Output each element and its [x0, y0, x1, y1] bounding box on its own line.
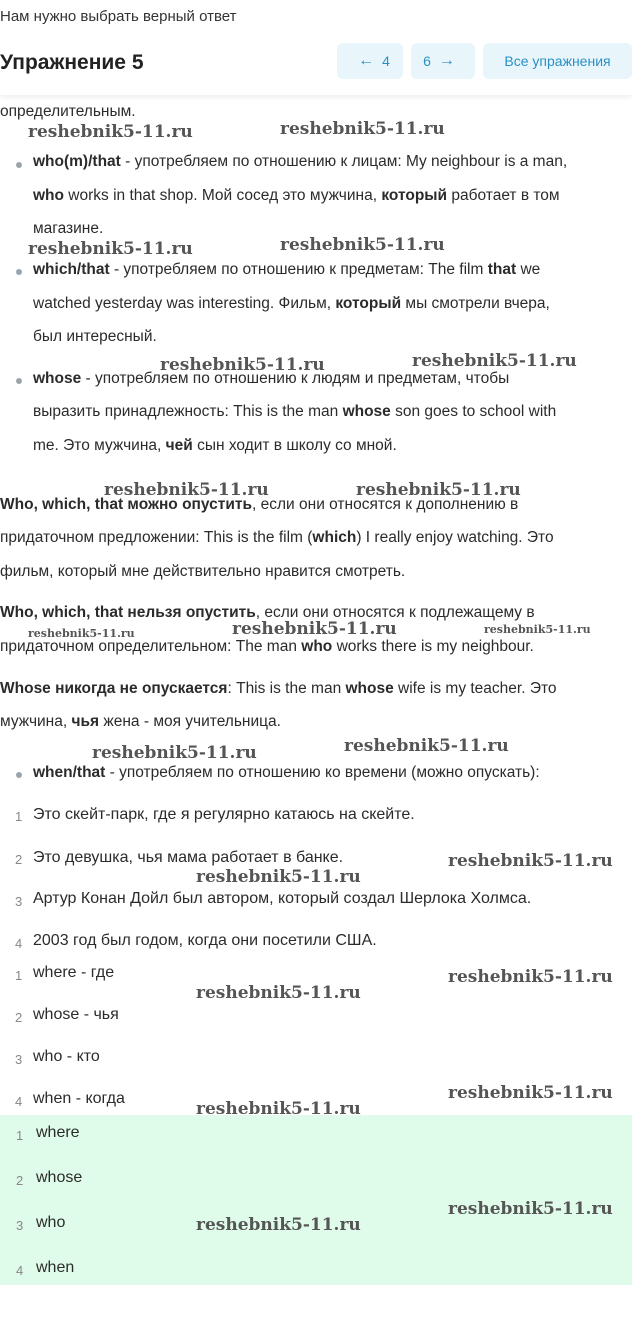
watermark: reshebnik5-11.ru — [356, 480, 521, 500]
all-exercises-button[interactable]: Все упражнения — [483, 43, 632, 79]
task-instruction: Нам нужно выбрать верный ответ — [0, 8, 237, 25]
rule-who-line2: who works in that shop. Мой сосед это мужчина, который работает в том — [33, 187, 560, 204]
prev-exercise-label: 4 — [382, 53, 390, 69]
whose-rule-line2: мужчина, чья жена - моя учительница. — [0, 713, 281, 730]
rule-which-line3: был интересный. — [33, 328, 157, 345]
watermark: reshebnik5-11.ru — [92, 743, 257, 763]
watermark: reshebnik5-11.ru — [484, 623, 591, 636]
next-exercise-button[interactable] — [411, 43, 475, 79]
exercise-header — [0, 35, 632, 95]
rule-which-line2: watched yesterday was interesting. Фильм, который мы смотрели вчера, — [33, 295, 550, 312]
watermark: reshebnik5-11.ru — [412, 351, 577, 371]
watermark: reshebnik5-11.ru — [196, 1099, 361, 1119]
arrow-right-icon: → — [438, 52, 455, 69]
watermark: reshebnik5-11.ru — [280, 235, 445, 255]
watermark: reshebnik5-11.ru — [448, 967, 613, 987]
arrow-left-icon: ← — [358, 52, 375, 69]
watermark: reshebnik5-11.ru — [344, 736, 509, 756]
whose-rule-line1: Whose никогда не опускается: This is the man whose wife is my teacher. Это — [0, 680, 557, 697]
watermark: reshebnik5-11.ru — [448, 1083, 613, 1103]
watermark: reshebnik5-11.ru — [448, 1199, 613, 1219]
rule-when-line1: when/that - употребляем по отношению ко времени (можно опускать): — [33, 764, 540, 781]
watermark: reshebnik5-11.ru — [28, 627, 135, 640]
bullet-icon — [16, 772, 22, 778]
watermark: reshebnik5-11.ru — [196, 983, 361, 1003]
omit-rule-line1: Who, which, that можно опустить, если они относятся к дополнению в — [0, 496, 519, 513]
rule-whose-line1: whose - употребляем по отношению к людям и предметам, чтобы — [33, 370, 510, 387]
prev-exercise-button[interactable] — [337, 43, 403, 79]
omit-rule-line2: придаточном предложении: This is the film (which) I really enjoy watching. Это — [0, 529, 554, 546]
answer-block: 1 where 2 whose 3 who 4 when — [0, 1115, 632, 1285]
bullet-icon — [16, 162, 22, 168]
rule-which-line1: which/that - употребляем по отношению к предметам: The film that we — [33, 261, 541, 278]
watermark: reshebnik5-11.ru — [196, 867, 361, 887]
omit-rule-line3: фильм, который мне действительно нравится смотреть. — [0, 563, 406, 580]
rule-whose-line3: me. Это мужчина, чей сын ходит в школу со мной. — [33, 437, 397, 454]
rule-whose-line2: выразить принадлежность: This is the man whose son goes to school with — [33, 403, 557, 420]
watermark: reshebnik5-11.ru — [104, 480, 269, 500]
watermark: reshebnik5-11.ru — [28, 122, 193, 142]
no-omit-rule-line1: Who, which, that нельзя опустить, если они относятся к подлежащему в — [0, 604, 535, 621]
no-omit-rule-line2: придаточном определительном: The man who works there is my neighbour. — [0, 638, 534, 655]
watermark: reshebnik5-11.ru — [448, 851, 613, 871]
watermark: reshebnik5-11.ru — [280, 119, 445, 139]
watermark: reshebnik5-11.ru — [28, 239, 193, 259]
rule-who-line3: магазине. — [33, 220, 104, 237]
bullet-icon — [16, 269, 22, 275]
next-exercise-label: 6 — [423, 53, 431, 69]
watermark: reshebnik5-11.ru — [160, 355, 325, 375]
bullet-icon — [16, 378, 22, 384]
intro-tail: определительным. — [0, 103, 136, 120]
page-title: Упражнение 5 — [0, 51, 144, 74]
watermark: reshebnik5-11.ru — [232, 619, 397, 639]
rule-who-line1: who(m)/that - употребляем по отношению к лицам: My neighbour is a man, — [33, 153, 568, 170]
watermark: reshebnik5-11.ru — [196, 1215, 361, 1235]
